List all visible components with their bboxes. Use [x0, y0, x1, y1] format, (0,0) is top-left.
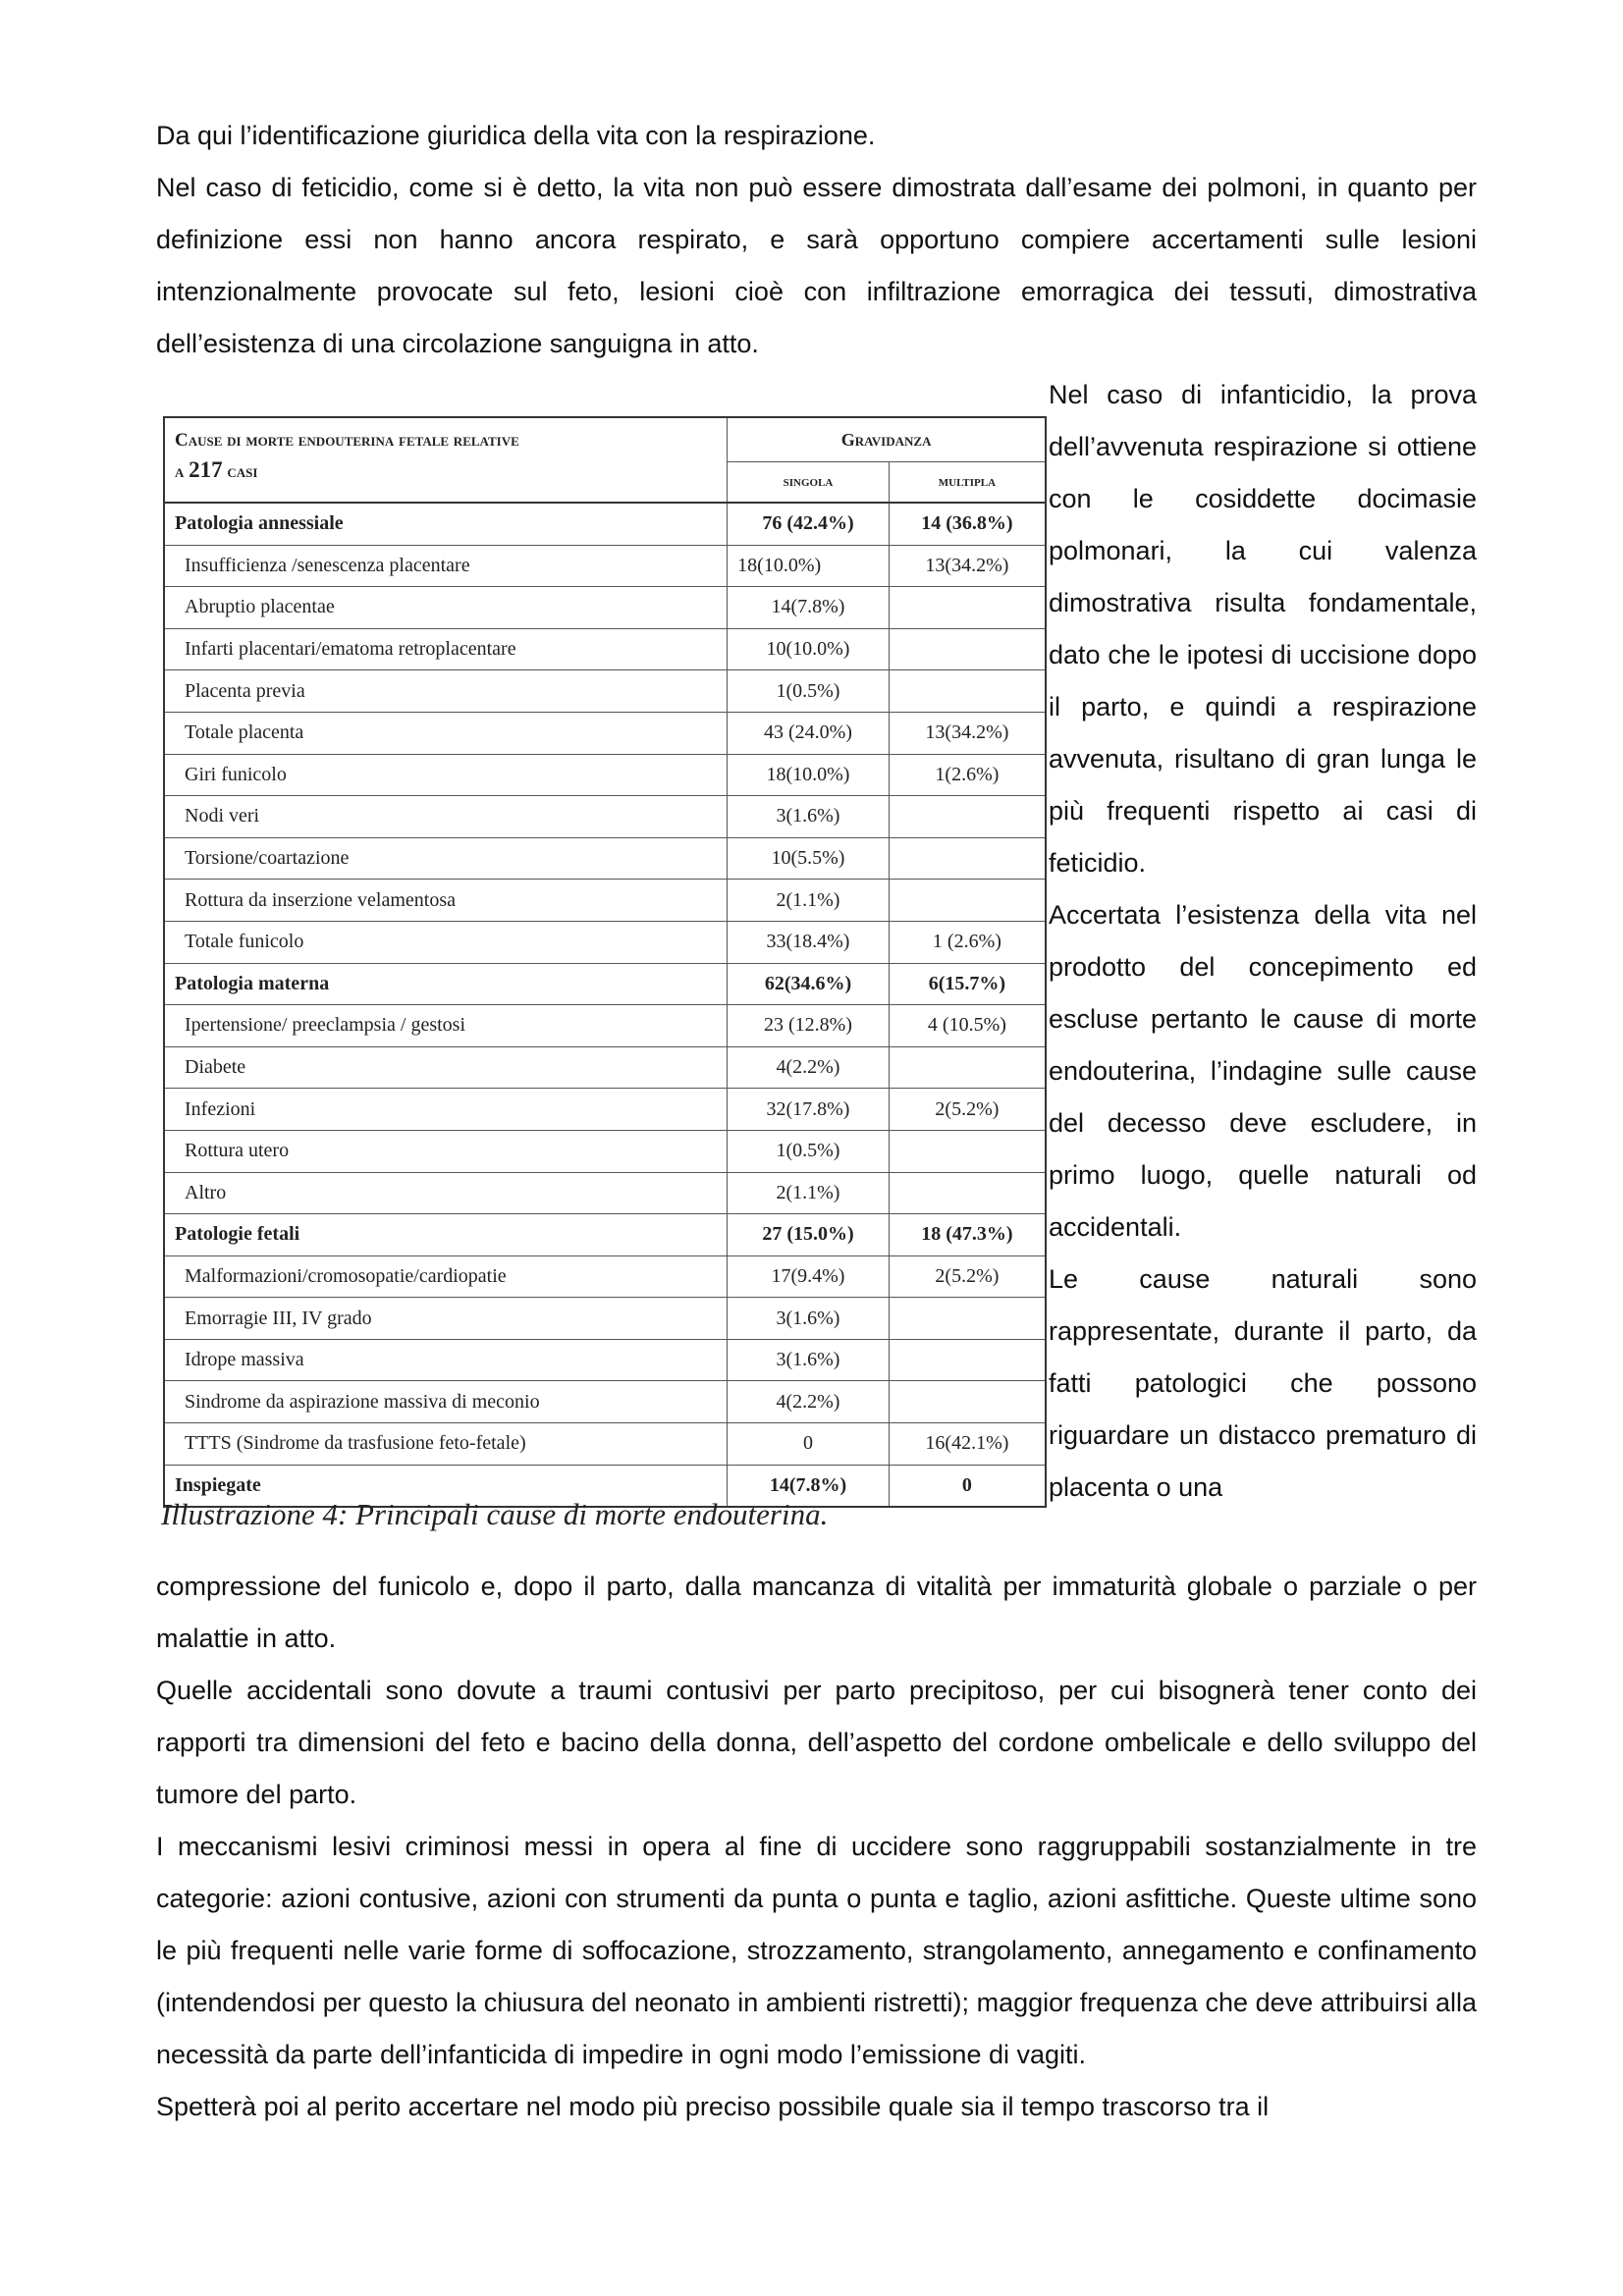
figure-table: [163, 416, 1047, 1508]
cell-singola: 4(2.2%): [728, 1381, 890, 1423]
cell-multipla: 2(5.2%): [889, 1089, 1046, 1131]
table-row: [164, 545, 1046, 587]
cell-multipla: 13(34.2%): [889, 712, 1046, 754]
cell-multipla: 14 (36.8%): [889, 503, 1046, 545]
cell-multipla: [889, 1381, 1046, 1423]
row-label: Diabete: [164, 1046, 728, 1089]
cell-singola: 43 (24.0%): [728, 712, 890, 754]
cell-multipla: 4 (10.5%): [889, 1005, 1046, 1047]
table-title: [164, 417, 728, 503]
cell-singola: 14(7.8%): [728, 1465, 890, 1507]
cell-singola: 2(1.1%): [728, 1172, 890, 1214]
cell-multipla: 16(42.1%): [889, 1423, 1046, 1466]
column-header-singola: singola: [728, 462, 890, 504]
cell-multipla: [889, 1298, 1046, 1340]
cell-multipla: 1 (2.6%): [889, 921, 1046, 963]
cell-singola: 33(18.4%): [728, 921, 890, 963]
cell-multipla: 6(15.7%): [889, 963, 1046, 1005]
row-label: TTTS (Sindrome da trasfusione feto-fetale): [164, 1423, 728, 1466]
cell-multipla: 13(34.2%): [889, 545, 1046, 587]
cell-singola: 10(10.0%): [728, 628, 890, 670]
row-label: Totale funicolo: [164, 921, 728, 963]
table-title-number: 217: [189, 457, 223, 482]
table-row: [164, 1130, 1046, 1172]
column-header-multipla: multipla: [889, 462, 1046, 504]
cell-singola: 4(2.2%): [728, 1046, 890, 1089]
row-label: Nodi veri: [164, 796, 728, 838]
cell-singola: 1(0.5%): [728, 670, 890, 713]
cell-singola: 76 (42.4%): [728, 503, 890, 545]
cell-multipla: [889, 880, 1046, 922]
cell-multipla: [889, 1046, 1046, 1089]
table-title-line1: Cause di morte endouterina fetale relative: [175, 430, 519, 451]
row-label: Sindrome da aspirazione massiva di meconio: [164, 1381, 728, 1423]
cell-multipla: [889, 796, 1046, 838]
paragraph-meccanismi: I meccanismi lesivi criminosi messi in opera al fine di uccidere sono raggruppabili sostanzialmente in tre categorie: azioni contusive, azioni con strumenti da punta o punta e taglio, azioni asfittiche. Queste ultime sono le più frequenti nelle varie forme di soffocazione, strozzamento, strangolamento, annegamento e confinamento (intendendosi per questo la chiusura del neonato in ambienti ristretti); maggior frequenza che deve attribuirsi alla necessità da parte dell’infanticida di impedire in ogni modo l’emissione di vagiti.: [156, 1832, 1477, 2069]
paragraph-accidentali: Quelle accidentali sono dovute a traumi contusivi per parto precipitoso, per cui bisognerà tener conto dei rapporti tra dimensioni del feto e bacino della donna, dell’aspetto del cordone ombelicale e dello sviluppo del tumore del parto.: [156, 1676, 1477, 1809]
row-label: Ipertensione/ preeclampsia / gestosi: [164, 1005, 728, 1047]
cell-multipla: 0: [889, 1465, 1046, 1507]
table-row: [164, 754, 1046, 796]
cell-singola: 14(7.8%): [728, 587, 890, 629]
row-label: Emorragie III, IV grado: [164, 1298, 728, 1340]
table-row: [164, 1423, 1046, 1466]
figure-caption: Illustrazione 4: Principali cause di morte endouterina.: [161, 1497, 829, 1531]
row-label: Malformazioni/cromosopatie/cardiopatie: [164, 1255, 728, 1298]
table-row: [164, 921, 1046, 963]
table-row: [164, 796, 1046, 838]
row-label: Rottura utero: [164, 1130, 728, 1172]
row-label: Patologie fetali: [164, 1214, 728, 1256]
cell-singola: 18(10.0%): [728, 545, 890, 587]
cell-multipla: [889, 1130, 1046, 1172]
causes-table: [163, 416, 1047, 1508]
row-label: Insufficienza /senescenza placentare: [164, 545, 728, 587]
row-label: Rottura da inserzione velamentosa: [164, 880, 728, 922]
table-group-header: Gravidanza: [728, 417, 1046, 462]
table-title-suffix: casi: [227, 461, 258, 482]
cell-singola: 32(17.8%): [728, 1089, 890, 1131]
cell-multipla: 1(2.6%): [889, 754, 1046, 796]
table-row: [164, 712, 1046, 754]
table-row: [164, 1381, 1046, 1423]
cell-singola: 62(34.6%): [728, 963, 890, 1005]
table-row: [164, 1255, 1046, 1298]
row-label: Patologia annessiale: [164, 503, 728, 545]
table-title-prefix: a: [175, 461, 185, 482]
paragraph-spettera: Spetterà poi al perito accertare nel modo più preciso possibile quale sia il tempo trascorso tra il: [156, 2092, 1270, 2121]
row-label: Infezioni: [164, 1089, 728, 1131]
paragraph-accertata: Accertata l’esistenza della vita nel prodotto del concepimento ed escluse pertanto le cause di morte endouterina, l’indagine sulle cause del decesso deve escludere, in primo luogo, quelle naturali od accidentali.: [1049, 900, 1477, 1242]
table-row: [164, 1339, 1046, 1381]
cell-multipla: 18 (47.3%): [889, 1214, 1046, 1256]
cell-singola: 1(0.5%): [728, 1130, 890, 1172]
table-row: [164, 1172, 1046, 1214]
cell-multipla: [889, 628, 1046, 670]
table-row: [164, 1214, 1046, 1256]
table-row: [164, 1298, 1046, 1340]
paragraph-compressione: compressione del funicolo e, dopo il parto, dalla mancanza di vitalità per immaturità globale o parziale o per malattie in atto.: [156, 1572, 1477, 1653]
cell-singola: 3(1.6%): [728, 1339, 890, 1381]
paragraph-infanticidio: Nel caso di infanticidio, la prova dell’avvenuta respirazione si ottiene con le cosiddette docimasie polmonari, la cui valenza dimostrativa risulta fondamentale, dato che le ipotesi di uccisione dopo il parto, e quindi a respirazione avvenuta, risultano di gran lunga le più frequenti rispetto ai casi di feticidio.: [1049, 380, 1477, 878]
cell-singola: 2(1.1%): [728, 880, 890, 922]
cell-singola: 27 (15.0%): [728, 1214, 890, 1256]
row-label: Totale placenta: [164, 712, 728, 754]
cell-multipla: [889, 1172, 1046, 1214]
table-body: [164, 503, 1046, 1507]
cell-singola: 0: [728, 1423, 890, 1466]
cell-singola: 3(1.6%): [728, 1298, 890, 1340]
paragraph-feticidio: Nel caso di feticidio, come si è detto, la vita non può essere dimostrata dall’esame dei polmoni, in quanto per definizione essi non hanno ancora respirato, e sarà opportuno compiere accertamenti sulle lesioni intenzionalmente provocate sul feto, lesioni cioè con infiltrazione emorragica dei tessuti, dimostrativa dell’esistenza di una circolazione sanguigna in atto.: [156, 173, 1477, 358]
cell-multipla: [889, 1339, 1046, 1381]
table-row: [164, 1046, 1046, 1089]
table-row: [164, 837, 1046, 880]
row-label: Giri funicolo: [164, 754, 728, 796]
table-row: [164, 1089, 1046, 1131]
row-label: Inspiegate: [164, 1465, 728, 1507]
cell-multipla: [889, 837, 1046, 880]
side-text-column: [1049, 369, 1477, 1514]
table-row: [164, 963, 1046, 1005]
paragraph-cause-naturali: Le cause naturali sono rappresentate, durante il parto, da fatti patologici che possono riguardare un distacco prematuro di placenta o una: [1049, 1264, 1477, 1502]
table-row: [164, 670, 1046, 713]
row-label: Abruptio placentae: [164, 587, 728, 629]
cell-singola: 3(1.6%): [728, 796, 890, 838]
table-row: [164, 503, 1046, 545]
table-row: [164, 1005, 1046, 1047]
cell-singola: 10(5.5%): [728, 837, 890, 880]
cell-singola: 18(10.0%): [728, 754, 890, 796]
cell-multipla: [889, 587, 1046, 629]
row-label: Altro: [164, 1172, 728, 1214]
table-row: [164, 628, 1046, 670]
cell-singola: 17(9.4%): [728, 1255, 890, 1298]
cell-singola: 23 (12.8%): [728, 1005, 890, 1047]
row-label: Patologia materna: [164, 963, 728, 1005]
cell-multipla: [889, 670, 1046, 713]
table-row: [164, 587, 1046, 629]
row-label: Infarti placentari/ematoma retroplacentare: [164, 628, 728, 670]
row-label: Idrope massiva: [164, 1339, 728, 1381]
row-label: Torsione/coartazione: [164, 837, 728, 880]
row-label: Placenta previa: [164, 670, 728, 713]
table-row: [164, 880, 1046, 922]
paragraph-identificazione: Da qui l’identificazione giuridica della vita con la respirazione.: [156, 121, 876, 150]
cell-multipla: 2(5.2%): [889, 1255, 1046, 1298]
